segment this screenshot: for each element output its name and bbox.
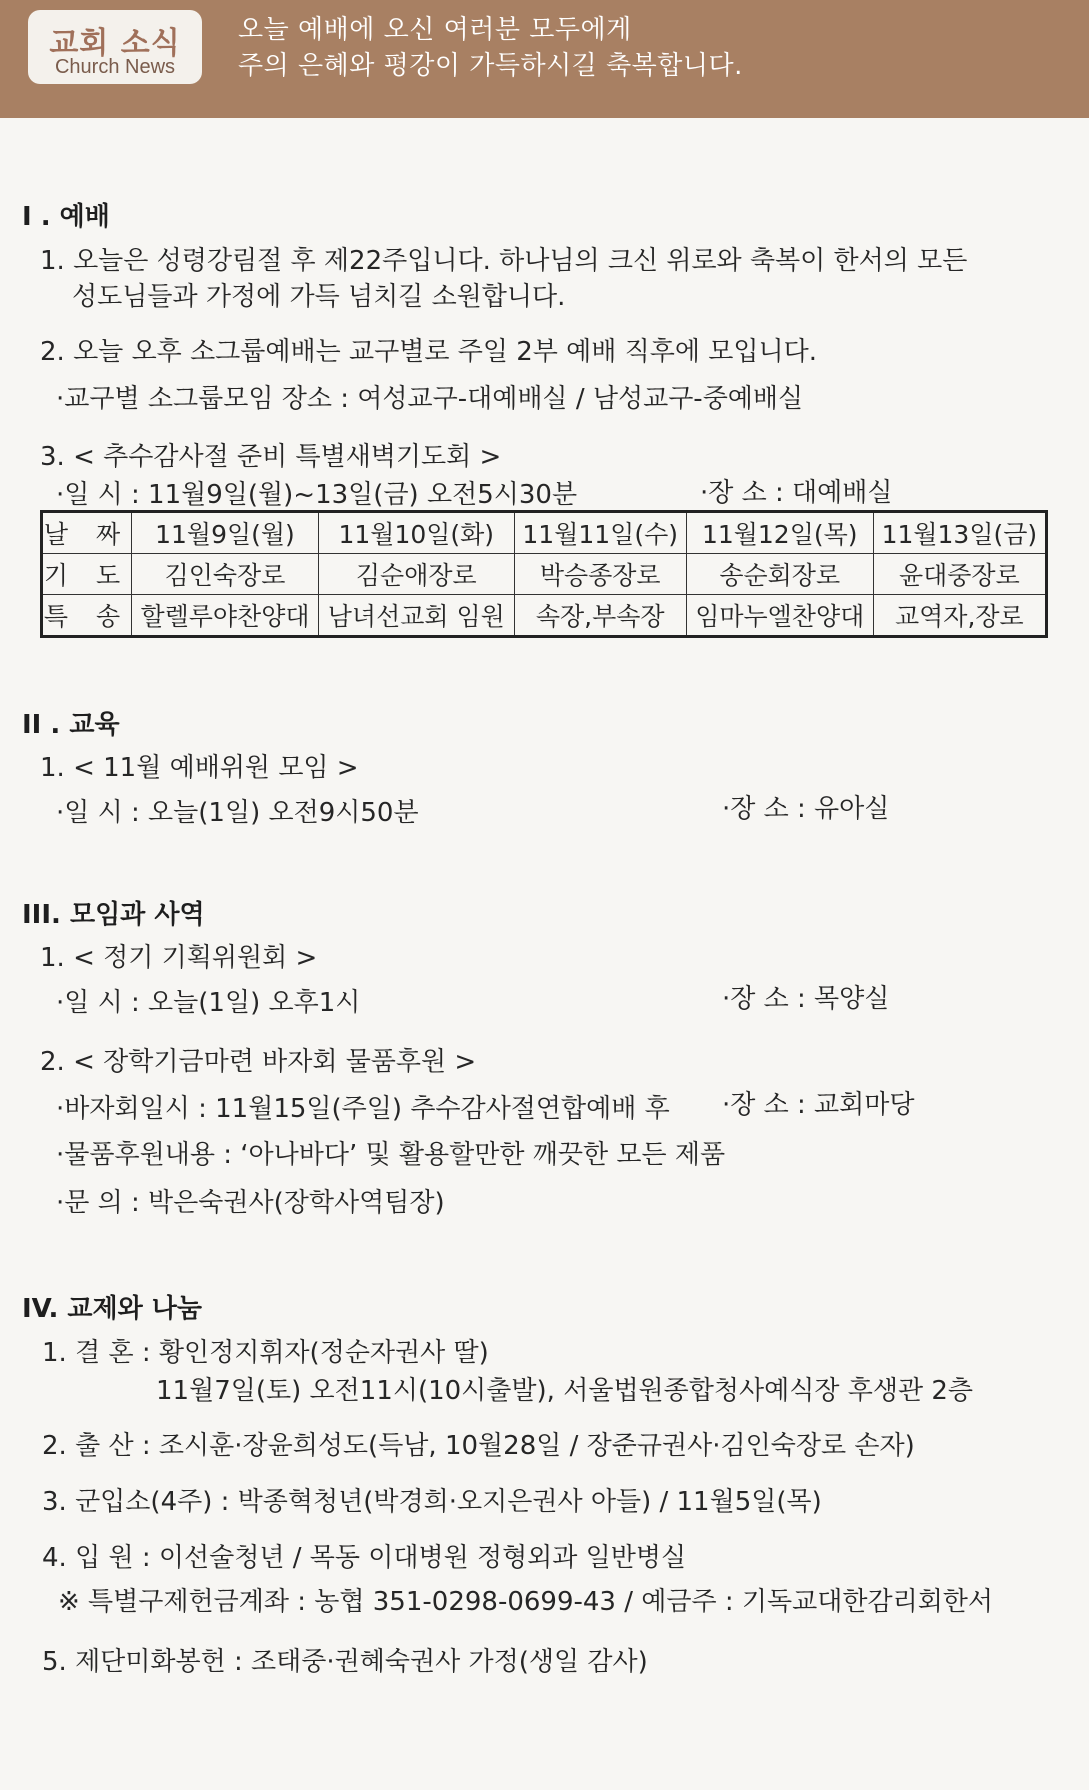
fellowship-hospital: 4. 입 원 : 이선술청년 / 목동 이대병원 정형외과 일반병실	[42, 1543, 687, 1573]
table-cell-date: 11월10일(화)	[318, 512, 514, 554]
meetings-item-1-title: 1. < 정기 기획위원회 >	[40, 943, 318, 973]
worship-item-3-time: ·일 시 : 11월9일(월)~13일(금) 오전5시30분	[56, 480, 578, 510]
section-education-heading: II . 교육	[22, 710, 120, 740]
table-label-date: 날 짜	[42, 512, 132, 554]
worship-item-1-line-1: 1. 오늘은 성령강림절 후 제22주입니다. 하나님의 크신 위로와 축복이 한서의 모든	[40, 246, 968, 276]
table-label-special-song: 특 송	[42, 595, 132, 637]
greeting-line-1: 오늘 예배에 오신 여러분 모두에게	[238, 15, 632, 45]
greeting-line-2: 주의 은혜와 평강이 가득하시길 축복합니다.	[238, 51, 743, 81]
table-cell-song: 남녀선교회 임원	[318, 595, 514, 637]
section-meetings-heading: III. 모임과 사역	[22, 900, 205, 930]
fellowship-altar-flowers: 5. 제단미화봉헌 : 조태중·권혜숙권사 가정(생일 감사)	[42, 1647, 648, 1677]
table-row-dates	[42, 512, 1047, 554]
table-cell-date: 11월11일(수)	[514, 512, 686, 554]
section-worship-heading: I . 예배	[22, 202, 110, 232]
table-cell-prayer: 김순애장로	[318, 554, 514, 595]
fellowship-wedding: 1. 결 혼 : 황인정지휘자(정순자권사 딸)	[42, 1338, 489, 1368]
table-cell-date: 11월13일(금)	[873, 512, 1046, 554]
badge-title-korean: 교회 소식	[49, 26, 181, 61]
table-cell-prayer: 송순회장로	[686, 554, 873, 595]
meetings-item-1-time: ·일 시 : 오늘(1일) 오후1시	[56, 988, 361, 1018]
education-item-1-time: ·일 시 : 오늘(1일) 오전9시50분	[56, 798, 419, 828]
worship-item-1-line-2: 성도님들과 가정에 가득 넘치길 소원합니다.	[72, 282, 566, 312]
fellowship-wedding-detail: 11월7일(토) 오전11시(10시출발), 서울법원종합청사예식장 후생관 2층	[156, 1376, 974, 1406]
table-cell-song: 교역자,장로	[873, 595, 1046, 637]
table-cell-prayer: 윤대중장로	[873, 554, 1046, 595]
prayer-schedule-table	[40, 510, 1048, 638]
table-cell-song: 할렐루야찬양대	[132, 595, 319, 637]
meetings-item-2-date: ·바자회일시 : 11월15일(주일) 추수감사절연합예배 후	[56, 1094, 670, 1124]
fellowship-military: 3. 군입소(4주) : 박종혁청년(박경희·오지은권사 아들) / 11월5일(목)	[42, 1487, 822, 1517]
worship-item-3-title: 3. < 추수감사절 준비 특별새벽기도회 >	[40, 442, 502, 472]
worship-item-2-detail: ·교구별 소그룹모임 장소 : 여성교구-대예배실 / 남성교구-중예배실	[56, 384, 804, 414]
meetings-item-1-place: ·장 소 : 목양실	[722, 984, 890, 1014]
church-news-badge	[28, 10, 202, 84]
section-fellowship-heading: IV. 교제와 나눔	[22, 1294, 203, 1324]
worship-item-2: 2. 오늘 오후 소그룹예배는 교구별로 주일 2부 예배 직후에 모입니다.	[40, 337, 818, 367]
table-label-prayer: 기 도	[42, 554, 132, 595]
meetings-item-2-title: 2. < 장학기금마련 바자회 물품후원 >	[40, 1047, 477, 1077]
table-cell-date: 11월9일(월)	[132, 512, 319, 554]
worship-item-3-place: ·장 소 : 대예배실	[700, 478, 893, 508]
table-row-special-song	[42, 595, 1047, 637]
meetings-item-2-items: ·물품후원내용 : ‘아나바다’ 및 활용할만한 깨끗한 모든 제품	[56, 1140, 726, 1170]
table-cell-prayer: 박승종장로	[514, 554, 686, 595]
meetings-item-2-contact: ·문 의 : 박은숙권사(장학사역팀장)	[56, 1188, 445, 1218]
meetings-item-2-place: ·장 소 : 교회마당	[722, 1090, 915, 1120]
table-cell-date: 11월12일(목)	[686, 512, 873, 554]
education-item-1-title: 1. < 11월 예배위원 모임 >	[40, 753, 359, 783]
fellowship-birth: 2. 출 산 : 조시훈·장윤희성도(득남, 10월28일 / 장준규권사·김인숙장로 손자)	[42, 1431, 915, 1461]
badge-title-english: Church News	[54, 56, 176, 78]
fellowship-relief-account: ※ 특별구제헌금계좌 : 농협 351-0298-0699-43 / 예금주 : 기독교대한감리회한서	[58, 1587, 994, 1617]
header-banner	[0, 0, 1089, 118]
table-cell-song: 임마누엘찬양대	[686, 595, 873, 637]
education-item-1-place: ·장 소 : 유아실	[722, 794, 890, 824]
table-cell-song: 속장,부속장	[514, 595, 686, 637]
table-cell-prayer: 김인숙장로	[132, 554, 319, 595]
table-row-prayer	[42, 554, 1047, 595]
greeting	[238, 12, 743, 84]
